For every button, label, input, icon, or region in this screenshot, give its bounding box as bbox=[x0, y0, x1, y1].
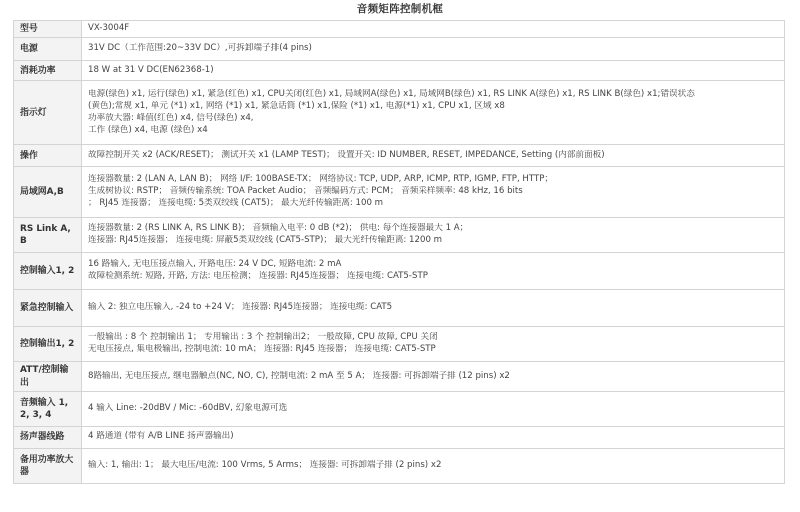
spec-value-line: 故障控制开关 x2 (ACK/RESET)； 测试开关 x1 (LAMP TEST)； 设置开关: ID NUMBER, RESET, IMPEDANCE, Setting (内部前面板) bbox=[88, 149, 605, 160]
spec-row bbox=[14, 145, 785, 167]
spec-row bbox=[14, 38, 785, 61]
spec-value-line: 输入: 1, 输出: 1； 最大电压/电流: 100 Vrms, 5 Arms； 连接器: 可拆卸端子排 (2 pins) x2 bbox=[88, 459, 442, 470]
spec-value-line: 8路输出, 无电压接点, 继电器触点(NC, NO, C), 控制电流: 2 mA 至 5 A； 连接器: 可拆卸端子排 (12 pins) x2 bbox=[88, 370, 510, 381]
spec-value bbox=[82, 38, 785, 61]
spec-row bbox=[14, 218, 785, 253]
spec-value-line: 功率放大器: 峰值(红色) x4, 信号(绿色) x4, bbox=[88, 112, 254, 123]
spec-row bbox=[14, 290, 785, 327]
spec-value bbox=[82, 21, 785, 38]
spec-value bbox=[82, 290, 785, 327]
spec-key: 型号 bbox=[14, 21, 82, 38]
spec-value-line: 故障检测系统: 短路, 开路, 方法: 电压检测； 连接器: RJ45连接器； 连接电缆: CAT5-STP bbox=[88, 271, 428, 282]
spec-value-line: 4 路通道 (带有 A/B LINE 扬声器输出) bbox=[88, 431, 234, 442]
spec-key: 指示灯 bbox=[14, 81, 82, 145]
spec-value-line: ； RJ45 连接器； 连接电缆: 5类双绞线 (CAT5)； 最大光纤传输距离: 100 m bbox=[88, 198, 384, 209]
spec-value bbox=[82, 327, 785, 362]
spec-table bbox=[13, 20, 785, 484]
spec-value-line: 连接器数量: 2 (LAN A, LAN B)； 网络 I/F: 100BASE-TX； 网络协议: TCP, UDP, ARP, ICMP, RTP, IGMP, FTP, HTTP； bbox=[88, 174, 554, 185]
spec-value-line: 无电压接点, 集电极输出, 控制电流: 10 mA； 连接器: RJ45 连接器； 连接电缆: CAT5-STP bbox=[88, 344, 436, 355]
spec-key: 电源 bbox=[14, 38, 82, 61]
spec-row bbox=[14, 167, 785, 218]
spec-row bbox=[14, 81, 785, 145]
spec-key: 备用功率放大器 bbox=[14, 448, 82, 483]
spec-value bbox=[82, 362, 785, 392]
spec-value-line: 连接器: RJ45连接器； 连接电缆: 屏蔽5类双绞线 (CAT5-STP)； 最大光纤传输距离: 1200 m bbox=[88, 235, 443, 246]
spec-key: 局域网A,B bbox=[14, 167, 82, 218]
page-title: 音频矩阵控制机框 bbox=[356, 3, 444, 15]
spec-key: 紧急控制输入 bbox=[14, 290, 82, 327]
spec-value-line: 工作 (绿色) x4, 电源 (绿色) x4 bbox=[88, 124, 208, 135]
spec-value bbox=[82, 61, 785, 81]
spec-value-line: 16 路输入, 无电压接点输入, 开路电压: 24 V DC, 短路电流: 2 mA bbox=[88, 259, 342, 270]
spec-value-line: 4 输入 Line: -20dBV / Mic: -60dBV, 幻象电源可选 bbox=[88, 402, 288, 413]
spec-row bbox=[14, 327, 785, 362]
spec-row bbox=[14, 448, 785, 483]
spec-key: 控制输入1, 2 bbox=[14, 253, 82, 290]
spec-value bbox=[82, 391, 785, 426]
spec-value bbox=[82, 218, 785, 253]
spec-key: RS Link A, B bbox=[14, 218, 82, 253]
spec-value-line: 一般输出 : 8 个 控制输出 1； 专用输出 : 3 个 控制输出2； 一般故障, CPU 故障, CPU 关闭 bbox=[88, 332, 438, 343]
spec-row bbox=[14, 426, 785, 448]
spec-key: 操作 bbox=[14, 145, 82, 167]
spec-value-line: 生成树协议: RSTP； 音频传输系统: TOA Packet Audio； 音频编码方式: PCM； 音频采样频率: 48 kHz, 16 bits bbox=[88, 186, 523, 197]
spec-value-line: 31V DC（工作范围:20~33V DC）,可拆卸端子排(4 pins) bbox=[88, 43, 312, 54]
spec-value-line: 18 W at 31 V DC(EN62368-1) bbox=[88, 64, 214, 75]
spec-value-line: 输入 2: 独立电压输入, -24 to +24 V； 连接器: RJ45连接器； 连接电缆: CAT5 bbox=[88, 302, 393, 313]
spec-value bbox=[82, 448, 785, 483]
spec-row bbox=[14, 61, 785, 81]
spec-key: 音频输入 1, 2, 3, 4 bbox=[14, 391, 82, 426]
spec-value bbox=[82, 253, 785, 290]
spec-key: 扬声器线路 bbox=[14, 426, 82, 448]
spec-row bbox=[14, 362, 785, 392]
spec-key: 控制输出1, 2 bbox=[14, 327, 82, 362]
spec-value-line: 连接器数量: 2 (RS LINK A, RS LINK B)； 音频输入电平: 0 dB (*2)； 供电: 每个连接器最大 1 A； bbox=[88, 223, 469, 234]
spec-value bbox=[82, 167, 785, 218]
spec-row bbox=[14, 391, 785, 426]
spec-value bbox=[82, 81, 785, 145]
spec-key: ATT/控制输出 bbox=[14, 362, 82, 392]
spec-value-line: VX-3004F bbox=[88, 23, 130, 34]
spec-value-line: (黄色);常规 x1, 单元 (*1) x1, 网络 (*1) x1, 紧急话筒 (*1) x1,保险 (*1) x1, 电源(*1) x1, CPU x1, 区域 x8 bbox=[88, 100, 505, 111]
spec-value-line: 电源(绿色) x1, 运行(绿色) x1, 紧急(红色) x1, CPU关闭(红色) x1, 局域网A(绿色) x1, 局域网B(绿色) x1, RS LINK A(绿色) x1, RS LINK B(绿色) x1;错误状态 bbox=[88, 89, 695, 100]
spec-row bbox=[14, 21, 785, 38]
spec-value bbox=[82, 145, 785, 167]
spec-row bbox=[14, 253, 785, 290]
spec-key: 消耗功率 bbox=[14, 61, 82, 81]
spec-value bbox=[82, 426, 785, 448]
